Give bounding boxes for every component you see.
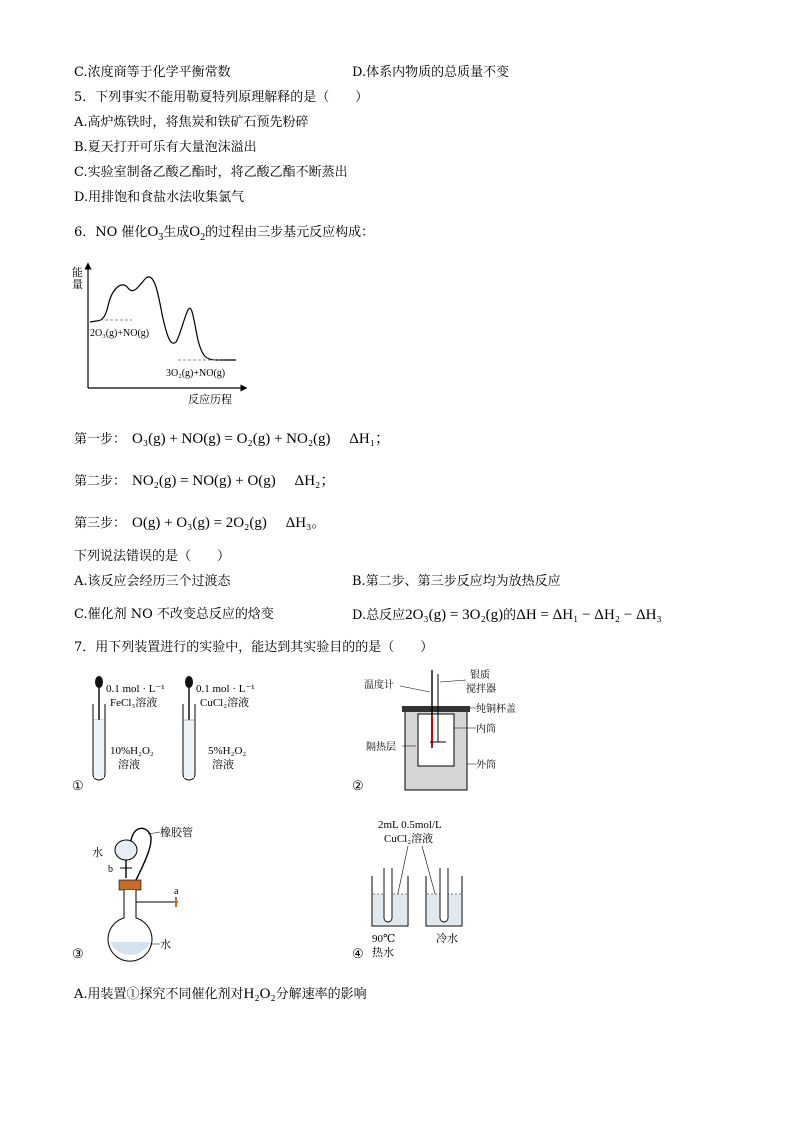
svg-text:2mL 0.5mol/L: 2mL 0.5mol/L <box>378 819 442 831</box>
q4-option-d: D.体系内物质的总质量不变 <box>352 65 510 80</box>
svg-text:5%H₂O₂: 5%H₂O₂ <box>208 745 247 757</box>
q5-stem: 5．下列事实不能用勒夏特列原理解释的是（ ） <box>74 90 369 105</box>
svg-text:橡胶管: 橡胶管 <box>160 827 193 839</box>
svg-text:a: a <box>174 886 179 897</box>
figure-2-calorimeter <box>350 668 540 798</box>
q6-option-b: B.第二步、第三步反应均为放热反应 <box>352 574 561 589</box>
figure-4-beakers <box>350 814 510 964</box>
x-axis-label: 反应历程 <box>188 394 232 406</box>
svg-text:b: b <box>108 864 113 875</box>
q5-option-d: D.用排饱和食盐水法收集氯气 <box>74 190 245 205</box>
y-axis-label-2: 量 <box>72 279 83 291</box>
q6-stem: 6．NO 催化$O_3$生成$O_2$的过程由三步基元反应构成： <box>74 224 375 243</box>
q7-stem: 7．用下列装置进行的实验中，能达到其实验目的的是（ ） <box>74 640 434 655</box>
svg-text:90℃: 90℃ <box>372 933 396 945</box>
svg-text:CuCl₂溶液: CuCl₂溶液 <box>384 833 434 845</box>
energy-profile-diagram <box>70 262 250 410</box>
svg-text:10%H₂O₂: 10%H₂O₂ <box>110 745 154 757</box>
o2-formula: $O_2$ <box>189 224 206 243</box>
svg-text:溶液: 溶液 <box>212 759 234 771</box>
stopper <box>119 880 141 890</box>
svg-text:外筒: 外筒 <box>476 760 496 771</box>
svg-text:内筒: 内筒 <box>476 724 496 735</box>
q5-option-a: A.高炉炼铁时，将焦炭和铁矿石预先粉碎 <box>74 115 309 130</box>
q6-option-d: D.总反应2O₃(g) = 3O₂(g)的ΔH = ΔH₁ − ΔH₂ − ΔH₃ <box>352 607 662 623</box>
step1-equation: O₃(g) + NO(g) = O₂(g) + NO₂(g) ΔH₁； <box>132 431 390 447</box>
separatory-funnel <box>115 840 137 860</box>
svg-text:纯铜杯盖: 纯铜杯盖 <box>476 704 516 715</box>
end-state-label: 3O₂(g)+NO(g) <box>166 368 226 379</box>
figure-2-number: ② <box>352 778 364 793</box>
svg-text:0.1 mol · L⁻¹: 0.1 mol · L⁻¹ <box>106 683 165 695</box>
y-axis-label-1: 能 <box>72 267 83 279</box>
q6-question: 下列说法错误的是（ ） <box>74 549 231 564</box>
svg-text:水: 水 <box>160 939 171 951</box>
o3-formula: $O_3$ <box>147 224 164 243</box>
svg-text:搅拌器: 搅拌器 <box>466 684 496 695</box>
start-state-label: 2O₃(g)+NO(g) <box>90 328 150 339</box>
energy-curve <box>90 277 236 360</box>
step2-equation: NO₂(g) = NO(g) + O(g) ΔH₂； <box>132 473 336 489</box>
svg-text:0.1 mol · L⁻¹: 0.1 mol · L⁻¹ <box>196 683 255 695</box>
q5-option-b: B.夏天打开可乐有大量泡沫溢出 <box>74 140 257 155</box>
copper-lid <box>402 706 470 712</box>
figure-3-flask-apparatus <box>70 820 270 965</box>
dropper-bulb-2 <box>185 676 193 688</box>
svg-text:银质: 银质 <box>470 670 490 681</box>
q6-option-c: C.催化剂 NO 不改变总反应的焓变 <box>74 607 274 622</box>
svg-text:热水: 热水 <box>372 947 394 959</box>
q7-option-a: A.用装置①探究不同催化剂对H₂O₂分解速率的影响 <box>74 986 367 1002</box>
q5-option-c: C.实验室制备乙酸乙酯时，将乙酸乙酯不断蒸出 <box>74 165 348 180</box>
figure-4-number: ④ <box>352 946 364 961</box>
svg-text:温度计: 温度计 <box>364 680 394 691</box>
svg-text:溶液: 溶液 <box>118 759 140 771</box>
figure-1-test-tubes <box>70 670 270 800</box>
step3-equation: O(g) + O₃(g) = 2O₂(g) ΔH₃。 <box>132 515 327 531</box>
svg-text:FeCl₃溶液: FeCl₃溶液 <box>110 697 158 709</box>
q6-step2: 第二步： NO₂(g) = NO(g) + O(g) ΔH₂； <box>74 473 336 489</box>
svg-text:隔热层: 隔热层 <box>366 742 396 753</box>
figure-3-number: ③ <box>72 946 84 961</box>
q6-option-a: A.该反应会经历三个过渡态 <box>74 574 231 589</box>
q6-step3: 第三步： O(g) + O₃(g) = 2O₂(g) ΔH₃。 <box>74 515 327 531</box>
svg-text:CuCl₂溶液: CuCl₂溶液 <box>200 697 250 709</box>
q6-step1: 第一步： O₃(g) + NO(g) = O₂(g) + NO₂(g) ΔH₁； <box>74 431 390 447</box>
svg-text:冷水: 冷水 <box>436 933 458 945</box>
figure-1-number: ① <box>72 778 84 793</box>
q4-option-c: C.浓度商等于化学平衡常数 <box>74 65 231 80</box>
dropper-bulb-1 <box>95 676 103 688</box>
inner-cylinder <box>418 714 454 766</box>
svg-text:水: 水 <box>92 847 103 859</box>
